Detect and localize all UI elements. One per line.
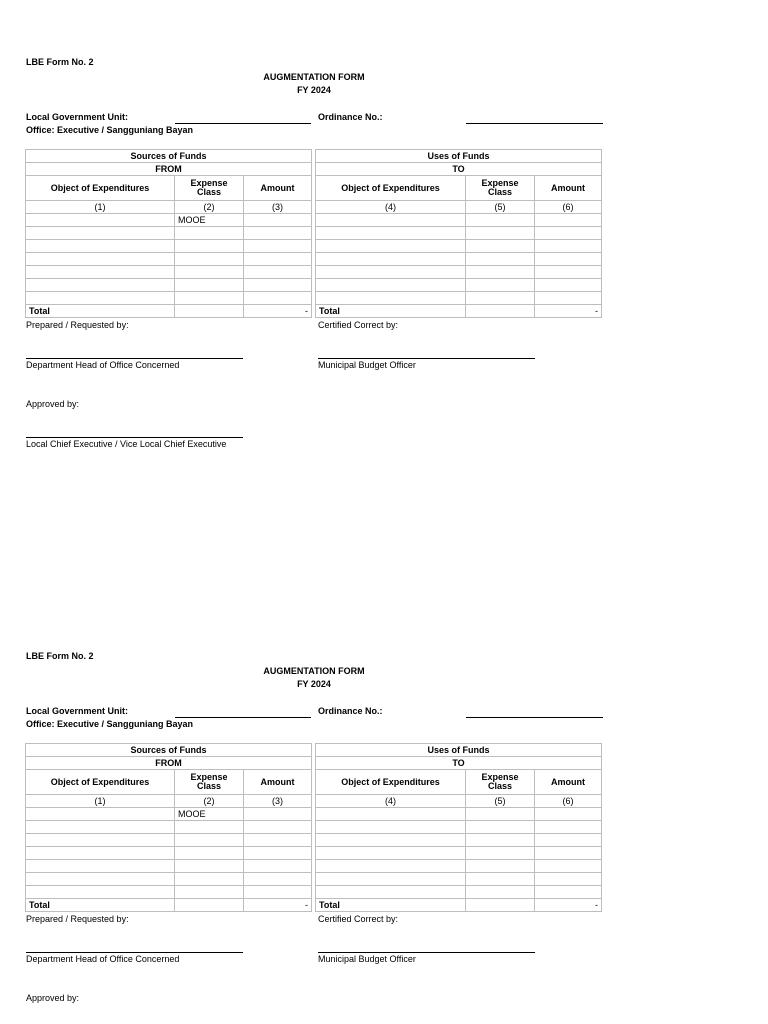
table-cell[interactable] — [466, 279, 535, 292]
col-class-to: Expense Class — [466, 770, 535, 795]
table-cell[interactable] — [26, 214, 175, 227]
col-number: (5) — [466, 201, 535, 214]
table-cell[interactable] — [535, 266, 602, 279]
col-object-from: Object of Expenditures — [26, 770, 175, 795]
col-number: (1) — [26, 795, 175, 808]
from-label: FROM — [26, 757, 312, 770]
table-cell[interactable] — [535, 860, 602, 873]
office-label: Office: Executive / Sangguniang Bayan — [26, 125, 194, 135]
table-cell[interactable] — [175, 821, 244, 834]
table-cell[interactable] — [26, 253, 175, 266]
table-cell[interactable] — [244, 253, 312, 266]
sources-header: Sources of Funds — [26, 744, 312, 757]
expense-class-cell[interactable]: MOOE — [175, 808, 244, 821]
table-cell[interactable] — [316, 214, 466, 227]
table-cell[interactable] — [466, 834, 535, 847]
office-label: Office: Executive / Sangguniang Bayan — [26, 719, 194, 729]
budget-officer-caption: Municipal Budget Officer — [318, 360, 416, 370]
table-cell[interactable] — [26, 834, 175, 847]
table-cell[interactable] — [244, 227, 312, 240]
table-row — [26, 847, 602, 860]
table-cell[interactable] — [316, 279, 466, 292]
table-cell[interactable] — [244, 860, 312, 873]
table-cell[interactable] — [26, 292, 175, 305]
table-cell[interactable] — [535, 214, 602, 227]
total-row — [26, 305, 602, 318]
lgu-field-line[interactable] — [175, 123, 311, 124]
table-cell[interactable] — [175, 834, 244, 847]
table-cell — [466, 899, 535, 912]
table-cell[interactable] — [466, 808, 535, 821]
table-cell[interactable] — [26, 240, 175, 253]
col-class-from: Expense Class — [175, 770, 244, 795]
dept-head-caption: Department Head of Office Concerned — [26, 954, 180, 964]
col-number: (4) — [316, 201, 466, 214]
table-cell[interactable] — [316, 240, 466, 253]
table-cell[interactable] — [244, 240, 312, 253]
col-class-to: Expense Class — [466, 176, 535, 201]
signature-line[interactable] — [318, 358, 535, 359]
total-label: Total — [316, 899, 466, 912]
approved-label: Approved by: — [26, 399, 80, 409]
table-row — [26, 279, 602, 292]
uses-header: Uses of Funds — [316, 150, 602, 163]
table-cell — [175, 305, 244, 318]
table-cell[interactable] — [26, 886, 175, 899]
signature-line[interactable] — [26, 437, 243, 438]
table-cell[interactable] — [535, 279, 602, 292]
table-cell[interactable] — [316, 860, 466, 873]
table-cell[interactable] — [466, 214, 535, 227]
total-amount-to: - — [535, 899, 602, 912]
signature-line[interactable] — [26, 952, 243, 953]
table-cell[interactable] — [316, 266, 466, 279]
certified-label: Certified Correct by: — [318, 914, 399, 924]
total-row — [26, 899, 602, 912]
form-number: LBE Form No. 2 — [26, 651, 94, 661]
table-cell[interactable] — [26, 873, 175, 886]
table-cell[interactable] — [244, 292, 312, 305]
table-cell[interactable] — [535, 253, 602, 266]
col-number: (1) — [26, 201, 175, 214]
table-cell[interactable] — [316, 821, 466, 834]
form-number: LBE Form No. 2 — [26, 57, 94, 67]
col-number: (2) — [175, 201, 244, 214]
table-cell[interactable] — [26, 847, 175, 860]
table-cell[interactable] — [244, 821, 312, 834]
table-cell[interactable] — [244, 873, 312, 886]
table-cell[interactable] — [26, 279, 175, 292]
table-row — [26, 821, 602, 834]
ordinance-field-line[interactable] — [466, 123, 603, 124]
table-cell[interactable] — [535, 808, 602, 821]
lgu-label: Local Government Unit: — [26, 706, 129, 716]
table-row — [26, 253, 602, 266]
table-cell[interactable] — [535, 821, 602, 834]
table-cell[interactable] — [175, 847, 244, 860]
table-cell[interactable] — [175, 266, 244, 279]
form-title: AUGMENTATION FORM — [263, 72, 365, 82]
table-cell[interactable] — [535, 886, 602, 899]
col-amount-from: Amount — [244, 770, 312, 795]
table-cell[interactable] — [535, 292, 602, 305]
table-cell[interactable] — [244, 279, 312, 292]
table-cell[interactable] — [535, 873, 602, 886]
col-number: (6) — [535, 795, 602, 808]
table-cell[interactable] — [535, 227, 602, 240]
col-number: (5) — [466, 795, 535, 808]
table-cell[interactable] — [175, 873, 244, 886]
prepared-label: Prepared / Requested by: — [26, 914, 129, 924]
col-amount-to: Amount — [535, 176, 602, 201]
table-cell[interactable] — [535, 834, 602, 847]
table-cell — [175, 899, 244, 912]
col-amount-from: Amount — [244, 176, 312, 201]
table-cell[interactable] — [244, 834, 312, 847]
col-object-to: Object of Expenditures — [316, 176, 466, 201]
lgu-field-line[interactable] — [175, 717, 311, 718]
sources-header: Sources of Funds — [26, 150, 312, 163]
table-row — [26, 227, 602, 240]
table-cell[interactable] — [175, 279, 244, 292]
table-cell[interactable] — [466, 847, 535, 860]
budget-officer-caption: Municipal Budget Officer — [318, 954, 416, 964]
table-cell[interactable] — [466, 821, 535, 834]
table-cell[interactable] — [26, 821, 175, 834]
table-cell[interactable] — [466, 292, 535, 305]
funds-table — [25, 743, 602, 912]
table-cell[interactable] — [316, 292, 466, 305]
signature-line[interactable] — [318, 952, 535, 953]
ordinance-field-line[interactable] — [466, 717, 603, 718]
table-cell[interactable] — [466, 873, 535, 886]
table-cell[interactable] — [175, 886, 244, 899]
table-cell[interactable] — [26, 227, 175, 240]
total-label: Total — [316, 305, 466, 318]
table-cell[interactable] — [316, 808, 466, 821]
expense-class-cell[interactable]: MOOE — [175, 214, 244, 227]
col-object-from: Object of Expenditures — [26, 176, 175, 201]
ordinance-label: Ordinance No.: — [318, 112, 383, 122]
certified-label: Certified Correct by: — [318, 320, 399, 330]
table-cell[interactable] — [244, 214, 312, 227]
table-cell[interactable] — [466, 860, 535, 873]
table-cell[interactable] — [316, 834, 466, 847]
col-amount-to: Amount — [535, 770, 602, 795]
to-label: TO — [316, 163, 602, 176]
col-number: (6) — [535, 201, 602, 214]
col-number: (4) — [316, 795, 466, 808]
table-row — [26, 240, 602, 253]
ordinance-label: Ordinance No.: — [318, 706, 383, 716]
funds-table — [25, 149, 602, 318]
table-cell[interactable] — [26, 808, 175, 821]
signature-line[interactable] — [26, 358, 243, 359]
table-row — [26, 886, 602, 899]
table-cell[interactable] — [244, 266, 312, 279]
approved-label: Approved by: — [26, 993, 80, 1003]
table-cell[interactable] — [175, 227, 244, 240]
table-cell[interactable] — [316, 227, 466, 240]
chief-exec-caption: Local Chief Executive / Vice Local Chief Executive — [26, 439, 227, 449]
table-row — [26, 860, 602, 873]
dept-head-caption: Department Head of Office Concerned — [26, 360, 180, 370]
table-row — [26, 266, 602, 279]
table-cell[interactable] — [244, 808, 312, 821]
table-cell[interactable] — [535, 847, 602, 860]
col-number: (3) — [244, 201, 312, 214]
table-cell[interactable] — [466, 240, 535, 253]
table-cell[interactable] — [316, 847, 466, 860]
total-amount-from: - — [244, 899, 312, 912]
table-row — [26, 834, 602, 847]
table-row — [26, 214, 602, 227]
table-cell[interactable] — [466, 886, 535, 899]
from-label: FROM — [26, 163, 312, 176]
table-cell[interactable] — [466, 227, 535, 240]
total-amount-to: - — [535, 305, 602, 318]
form-title: AUGMENTATION FORM — [263, 666, 365, 676]
table-cell[interactable] — [175, 253, 244, 266]
total-label: Total — [26, 899, 175, 912]
uses-header: Uses of Funds — [316, 744, 602, 757]
table-row — [26, 873, 602, 886]
table-cell[interactable] — [316, 873, 466, 886]
table-cell[interactable] — [466, 266, 535, 279]
table-cell — [466, 305, 535, 318]
col-number: (3) — [244, 795, 312, 808]
prepared-label: Prepared / Requested by: — [26, 320, 129, 330]
fiscal-year: FY 2024 — [297, 85, 331, 95]
table-cell[interactable] — [175, 240, 244, 253]
col-number: (2) — [175, 795, 244, 808]
table-cell[interactable] — [26, 266, 175, 279]
table-cell[interactable] — [316, 253, 466, 266]
fiscal-year: FY 2024 — [297, 679, 331, 689]
table-row — [26, 292, 602, 305]
lgu-label: Local Government Unit: — [26, 112, 129, 122]
total-label: Total — [26, 305, 175, 318]
table-cell[interactable] — [466, 253, 535, 266]
table-cell[interactable] — [316, 886, 466, 899]
table-cell[interactable] — [244, 886, 312, 899]
table-cell[interactable] — [26, 860, 175, 873]
table-cell[interactable] — [535, 240, 602, 253]
col-class-from: Expense Class — [175, 176, 244, 201]
total-amount-from: - — [244, 305, 312, 318]
to-label: TO — [316, 757, 602, 770]
table-row — [26, 808, 602, 821]
table-cell[interactable] — [175, 292, 244, 305]
table-cell[interactable] — [175, 860, 244, 873]
col-object-to: Object of Expenditures — [316, 770, 466, 795]
table-cell[interactable] — [244, 847, 312, 860]
